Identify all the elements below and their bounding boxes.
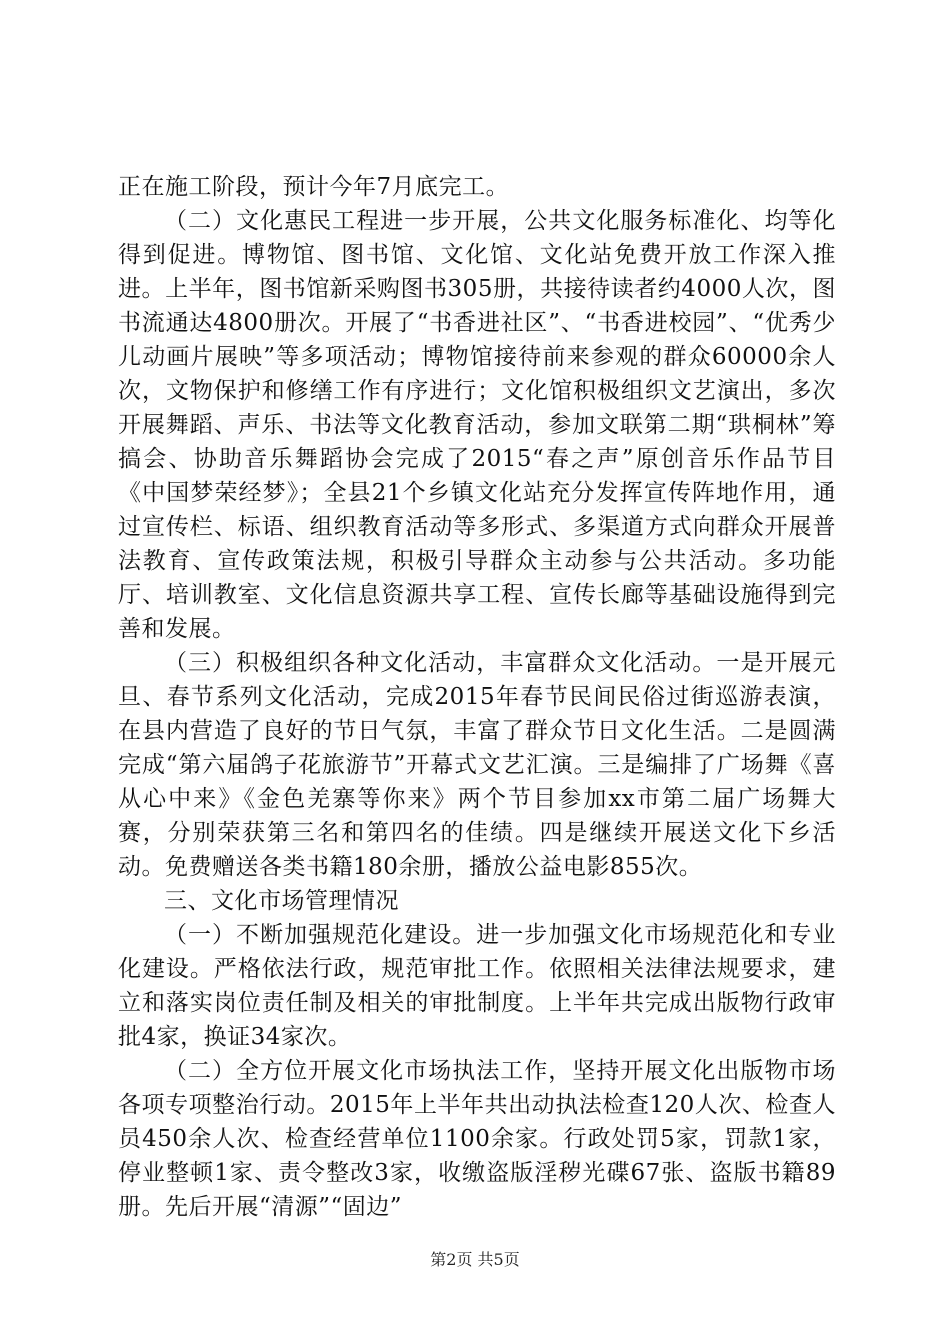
paragraph-cultural-benefit: （二）文化惠民工程进一步开展，公共文化服务标准化、均等化得到促进。博物馆、图书馆、文化馆、文化站免费开放工作深入推进。上半年，图书馆新采购图书305册，共接待读者约4000人次，图书流通达4800册次。开展了“书香进社区”、“书香进校园”、“优秀少儿动画片展映”等多项活动；博物馆接待前来参观的群众60000余人次，文物保护和修缮工作有序进行；文化馆积极组织文艺演出，多次开展舞蹈、声乐、书法等文化教育活动，参加文联第二期“珙桐林”筹搞会、协助音乐舞蹈协会完成了2015“春之声”原创音乐作品节目《中国梦荣经梦》；全县21个乡镇文化站充分发挥宣传阵地作用，通过宣传栏、标语、组织教育活动等多形式、多渠道方式向群众开展普法教育、宣传政策法规，积极引导群众主动参与公共活动。多功能厅、培训教室、文化信息资源共享工程、宣传长廊等基础设施得到完善和发展。	[118, 208, 836, 642]
section-heading-market-management: 三、文化市场管理情况	[164, 888, 399, 914]
document-body	[118, 170, 836, 1224]
paragraph-cultural-activities: （三）积极组织各种文化活动，丰富群众文化活动。一是开展元旦、春节系列文化活动，完成2015年春节民间民俗过街巡游表演，在县内营造了良好的节日气氛，丰富了群众节日文化生活。二是圆满完成“第六届鸽子花旅游节”开幕式文艺汇演。三是编排了广场舞《喜从心中来》《金色羌寨等你来》两个节目参加xx市第二届广场舞大赛，分别荣获第三名和第四名的佳绩。四是继续开展送文化下乡活动。免费赠送各类书籍180余册，播放公益电影855次。	[118, 650, 836, 880]
paragraph-continuation: 正在施工阶段，预计今年7月底完工。	[118, 174, 510, 200]
paragraph-law-enforcement: （二）全方位开展文化市场执法工作，坚持开展文化出版物市场各项专项整治行动。2015年上半年共出动执法检查120人次、检查人员450余人次、检查经营单位1100余家。行政处罚5家，罚款1家，停业整顿1家、责令整改3家，收缴盗版淫秽光碟67张、盗版书籍89册。先后开展“清源”“固边”	[118, 1058, 836, 1220]
page-number-footer: 第2页 共5页	[430, 1250, 520, 1269]
paragraph-standardization: （一）不断加强规范化建设。进一步加强文化市场规范化和专业化建设。严格依法行政，规范审批工作。依照相关法律法规要求，建立和落实岗位责任制及相关的审批制度。上半年共完成出版物行政审批4家，换证34家次。	[118, 922, 836, 1050]
